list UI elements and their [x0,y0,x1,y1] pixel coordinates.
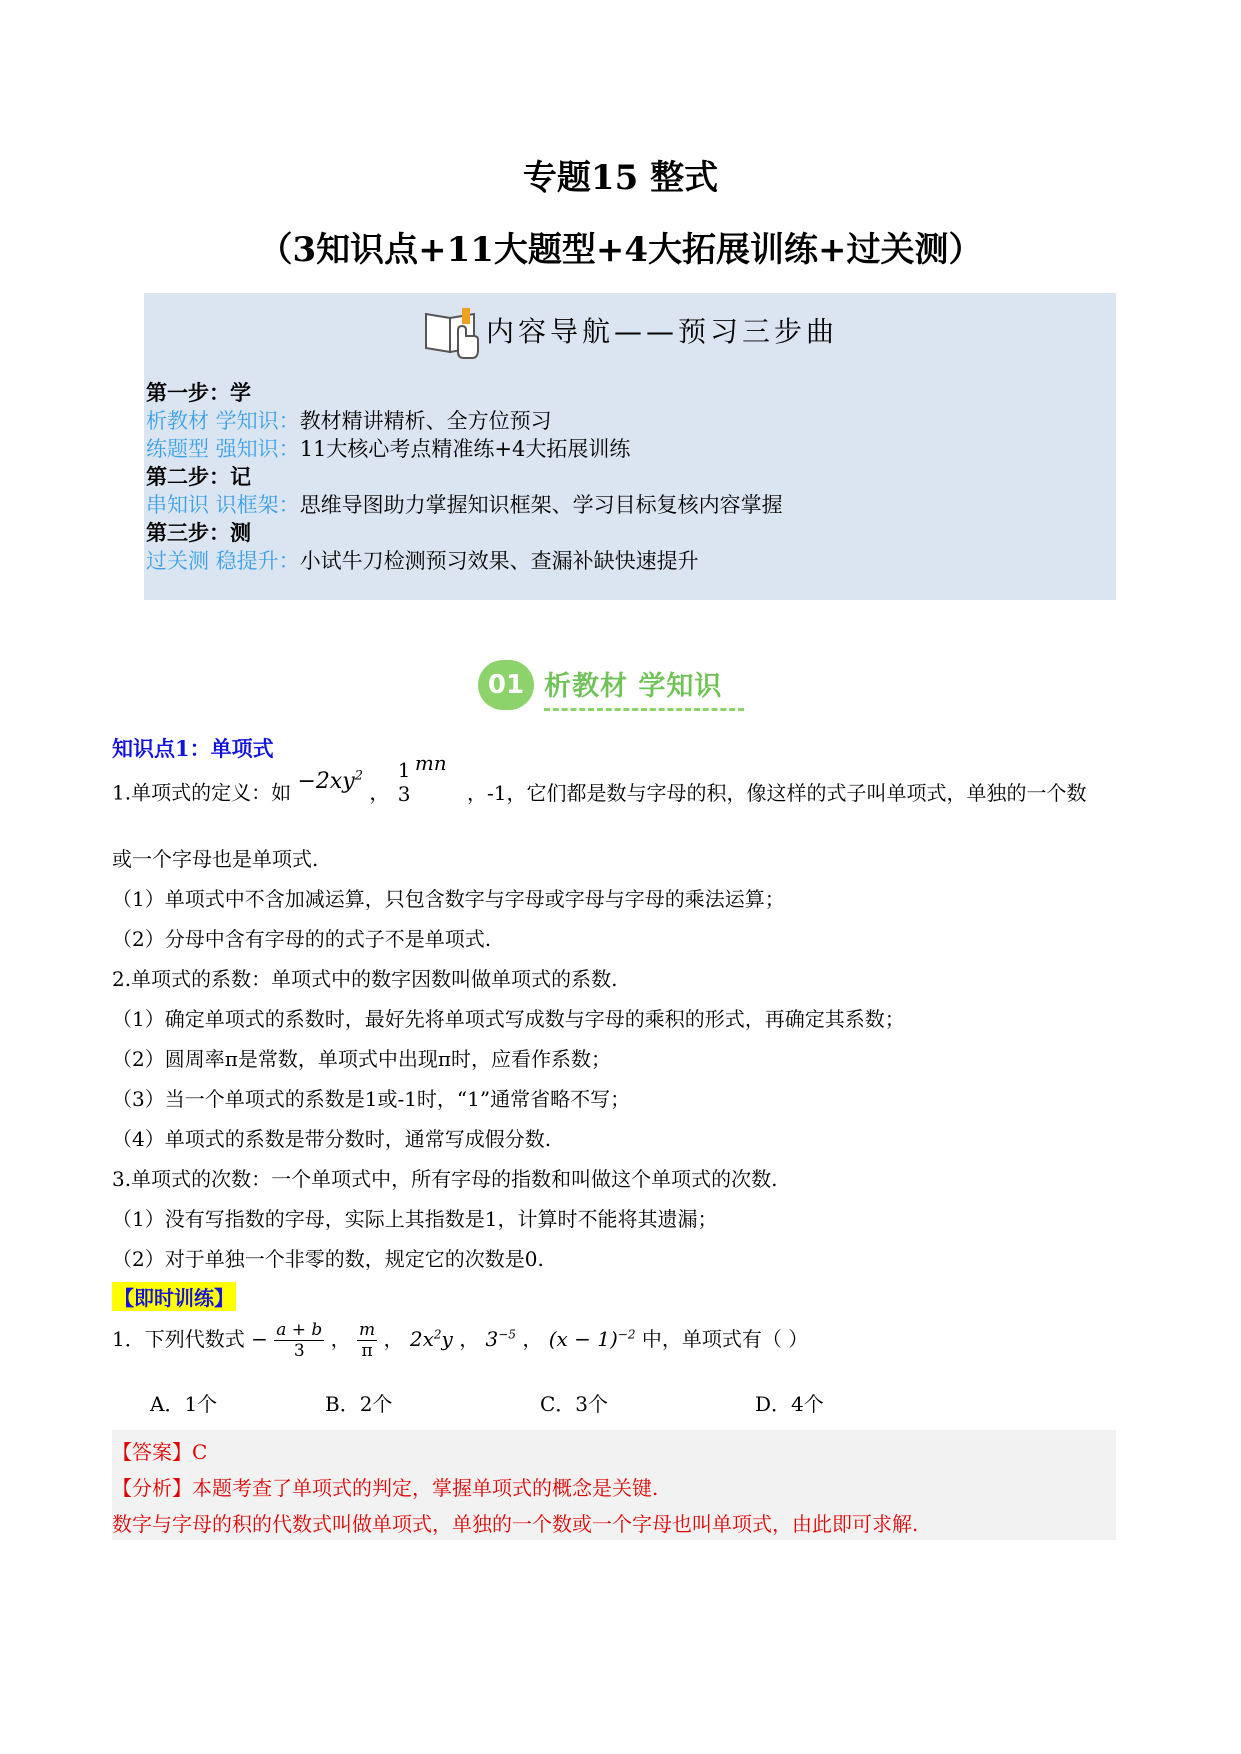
nav-line-3-heading: 串知识 识框架： [146,493,300,517]
explanation-line: 数字与字母的积的代数式叫做单项式，单独的一个数或一个字母也叫单项式，由此即可求解. [112,1512,919,1536]
section-number: 01 [478,660,534,710]
section-label: 析教材 学知识 [544,671,723,702]
fraction-numerator: a + b [276,1320,323,1340]
definition-text-b: ，-1，它们都是数与字母的积，像这样的式子叫单项式，单独的一个数 [467,780,1087,805]
term-exponent: −2 [617,1327,636,1342]
answer-line: 【答案】C [112,1440,208,1464]
nav-line-4 [146,545,699,575]
option-a[interactable]: A．1个 [150,1392,218,1416]
option-b[interactable]: B．2个 [325,1392,393,1416]
comma: ， [522,1327,543,1351]
option-c[interactable]: C．3个 [540,1392,609,1416]
question-1 [112,1320,808,1361]
math-term-1-exponent: 2 [354,768,364,784]
fraction-a-plus-b-over-3 [274,1320,324,1361]
comma: ， [330,1327,351,1351]
term-y: y [441,1327,453,1351]
analysis-line: 【分析】本题考查了单项式的判定，掌握单项式的概念是关键. [112,1476,659,1500]
content-navigation-box [144,293,1116,600]
degree-definition: 3.单项式的次数：一个单项式中，所有字母的指数和叫做这个单项式的次数. [112,1167,778,1191]
fraction-numerator: 1 [397,758,411,782]
nav-line-3 [146,489,783,519]
rule-2-1: （1）确定单项式的系数时，最好先将单项式写成数与字母的乘积的形式，再确定其系数； [112,1007,905,1031]
knowledge-point-heading: 知识点1：单项式 [112,736,274,761]
question-prefix: 1．下列代数式 [112,1327,245,1351]
rule-1-1: （1）单项式中不含加减运算，只包含数字与字母或字母与字母的乘法运算； [112,887,785,911]
term-2x2y [410,1327,453,1351]
nav-line-2-text: 11大核心考点精准练+4大拓展训练 [299,437,631,461]
nav-header [144,293,1116,367]
step3-label: 第三步：测 [146,520,251,545]
rule-3-2: （2）对于单独一个非零的数，规定它的次数是0. [112,1247,544,1271]
nav-title: 内容导航——预习三步曲 [485,315,838,348]
comma: ， [459,1327,480,1351]
nav-line-1-heading: 析教材 学知识： [146,409,300,433]
term-base: 3 [485,1327,499,1351]
nav-line-2-heading: 练题型 强知识： [146,437,300,461]
book-pointer-icon [422,300,482,360]
fraction-m-over-pi [357,1320,377,1361]
math-term-1 [297,769,363,794]
step1-label: 第一步：学 [146,380,251,405]
term-exponent: 2 [433,1327,442,1342]
rule-3-1: （1）没有写指数的字母，实际上其指数是1，计算时不能将其遗漏； [112,1207,718,1231]
rule-2-2: （2）圆周率π是常数，单项式中出现π时，应看作系数； [112,1047,612,1071]
definition-line-2: 或一个字母也是单项式. [112,847,319,871]
math-term-1-base: −2xy [297,768,355,794]
page-title: 专题15 整式 [522,158,719,198]
nav-line-4-text: 小试牛刀检测预习效果、查漏补缺快速提升 [299,549,699,573]
instant-training-tag: 【即时训练】 [112,1282,236,1311]
answer-box [112,1430,1116,1540]
nav-line-1-text: 教材精讲精析、全方位预习 [299,409,552,433]
section-underline [544,708,744,711]
question-suffix: 中，单项式有（ ） [641,1327,809,1351]
comma: ， [383,1327,404,1351]
step2-label: 第二步：记 [146,464,251,489]
fraction-denominator: 3 [293,1341,305,1361]
definition-sep: ， [369,780,390,805]
section-badge [478,660,748,716]
term-3-pow-neg5 [486,1327,516,1351]
math-term-mn: mn [414,750,447,775]
option-d[interactable]: D．4个 [755,1392,824,1416]
term-x-minus-1-pow-neg2 [549,1327,636,1351]
term-base: (x − 1) [548,1327,618,1351]
rule-1-2: （2）分母中含有字母的的式子不是单项式. [112,927,492,951]
fraction-denominator: 3 [397,782,411,806]
fraction-numerator: m [359,1320,376,1340]
fraction-one-third [396,758,413,806]
page-subtitle: （3知识点+11大题型+4大拓展训练+过关测） [258,230,983,270]
definition-text-a: 1.单项式的定义：如 [112,780,292,805]
rule-2-4: （4）单项式的系数是带分数时，通常写成假分数. [112,1127,552,1151]
fraction-denominator: π [361,1341,373,1361]
nav-line-3-text: 思维导图助力掌握知识框架、学习目标复核内容掌握 [299,493,783,517]
rule-2-3: （3）当一个单项式的系数是1或-1时，“1”通常省略不写； [112,1087,631,1111]
nav-line-1 [146,405,552,435]
definition-line-1 [112,750,1087,818]
nav-line-2 [146,433,630,463]
term-base: 2x [409,1327,434,1351]
term-exponent: −5 [498,1327,516,1342]
minus-sign: − [251,1327,268,1351]
coefficient-definition: 2.单项式的系数：单项式中的数字因数叫做单项式的系数. [112,967,618,991]
nav-line-4-heading: 过关测 稳提升： [146,549,300,573]
